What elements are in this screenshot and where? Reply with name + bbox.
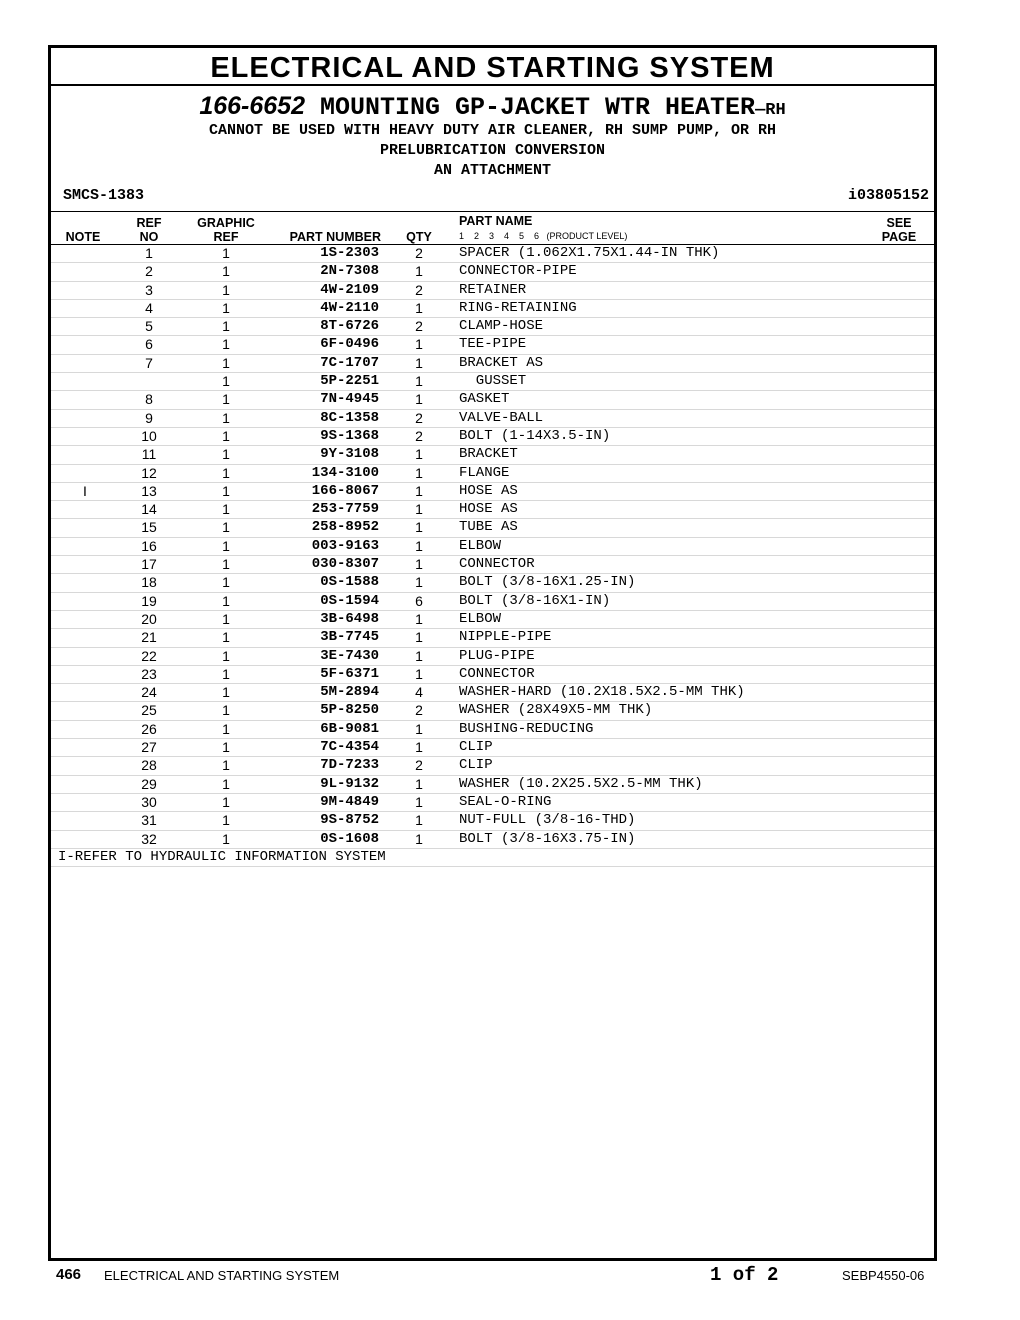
part-number-cell: 5P-2251 (320, 373, 379, 390)
ref-no-cell: 31 (141, 812, 157, 829)
part-name-cell: ELBOW (459, 537, 502, 554)
table-row (51, 702, 934, 720)
part-name-cell: CLIP (459, 739, 493, 756)
graphic-ref-cell: 1 (222, 592, 230, 609)
part-name-cell: TEE-PIPE (459, 336, 527, 353)
qty-cell: 1 (415, 610, 423, 627)
part-name-cell: CONNECTOR-PIPE (459, 263, 577, 280)
qty-cell: 1 (415, 373, 423, 390)
part-number-cell: 1S-2303 (320, 245, 379, 261)
qty-cell: 1 (415, 556, 423, 573)
table-row (51, 556, 934, 574)
col-ref-bottom: NO (139, 230, 159, 244)
table-row (51, 428, 934, 446)
ref-no-cell: 19 (141, 592, 157, 609)
table-row (51, 831, 934, 849)
part-number-cell: 5F-6371 (320, 665, 379, 682)
part-name-cell: PLUG-PIPE (459, 647, 535, 664)
part-number-cell: 258-8952 (311, 519, 379, 536)
ref-no-cell: 2 (145, 263, 153, 280)
graphic-ref-cell: 1 (222, 720, 230, 737)
graphic-ref-cell: 1 (222, 318, 230, 335)
graphic-ref-cell: 1 (222, 519, 230, 536)
part-number-cell: 3E-7430 (320, 647, 379, 664)
graphic-ref-cell: 1 (222, 537, 230, 554)
footer-section: ELECTRICAL AND STARTING SYSTEM (104, 1268, 340, 1283)
part-name-cell: BOLT (1-14X3.5-IN) (459, 427, 611, 444)
header-divider (51, 211, 934, 212)
part-number-cell: 3B-7745 (320, 629, 379, 646)
part-number-cell: 0S-1594 (320, 592, 379, 609)
part-number-cell: 8C-1358 (320, 409, 379, 426)
graphic-ref-cell: 1 (222, 391, 230, 408)
part-number-cell: 003-9163 (311, 537, 379, 554)
part-name-cell: BUSHING-REDUCING (459, 720, 594, 737)
qty-cell: 1 (415, 464, 423, 481)
part-name-cell: GUSSET (459, 373, 527, 390)
part-number-cell: 7C-4354 (320, 739, 379, 756)
table-row (51, 465, 934, 483)
part-name-cell: NUT-FULL (3/8-16-THD) (459, 812, 636, 829)
table-row (51, 373, 934, 391)
qty-cell: 1 (415, 336, 423, 353)
qty-cell: 1 (415, 629, 423, 646)
graphic-ref-cell: 1 (222, 464, 230, 481)
part-number-cell: 030-8307 (311, 556, 379, 573)
group-number: 166-6652 (199, 92, 305, 120)
ref-no-cell: 5 (145, 318, 153, 335)
col-part-name: PART NAME (459, 214, 533, 228)
footnote: I-REFER TO HYDRAULIC INFORMATION SYSTEM (51, 849, 934, 867)
ref-no-cell: 25 (141, 702, 157, 719)
part-number-cell: 7C-1707 (320, 354, 379, 371)
group-name: MOUNTING GP-JACKET WTR HEATER (304, 93, 756, 122)
title-divider (51, 84, 934, 86)
part-name-cell: CONNECTOR (459, 556, 535, 573)
part-name-cell: VALVE-BALL (459, 409, 544, 426)
graphic-ref-cell: 1 (222, 336, 230, 353)
col-part-number: PART NUMBER (289, 230, 381, 244)
ref-no-cell: 21 (141, 629, 157, 646)
table-row (51, 336, 934, 354)
illustration-id: i03805152 (847, 187, 929, 204)
usage-note-line-1: CANNOT BE USED WITH HEAVY DUTY AIR CLEANER, RH SUMP PUMP, OR RH (208, 122, 777, 139)
table-row (51, 391, 934, 409)
part-number-cell: 0S-1588 (320, 574, 379, 591)
part-number-cell: 9M-4849 (320, 793, 379, 810)
graphic-ref-cell: 1 (222, 354, 230, 371)
table-row (51, 812, 934, 830)
part-number-cell: 4W-2110 (320, 299, 379, 316)
part-number-cell: 6F-0496 (320, 336, 379, 353)
graphic-ref-cell: 1 (222, 373, 230, 390)
part-name-cell: HOSE AS (459, 501, 518, 518)
table-row (51, 318, 934, 336)
part-name-cell: WASHER-HARD (10.2X18.5X2.5-MM THK) (459, 684, 745, 701)
graphic-ref-cell: 1 (222, 830, 230, 847)
ref-no-cell: 1 (145, 245, 153, 261)
table-row (51, 519, 934, 537)
graphic-ref-cell: 1 (222, 665, 230, 682)
qty-cell: 2 (415, 318, 423, 335)
usage-note-line-2: PRELUBRICATION CONVERSION (379, 142, 606, 159)
part-name-cell: CONNECTOR (459, 665, 535, 682)
qty-cell: 4 (415, 684, 423, 701)
qty-cell: 2 (415, 757, 423, 774)
graphic-ref-cell: 1 (222, 446, 230, 463)
part-name-cell: GASKET (459, 391, 510, 408)
col-graphic-top: GRAPHIC (197, 216, 255, 230)
qty-cell: 1 (415, 793, 423, 810)
col-see-top: SEE (886, 216, 912, 230)
qty-cell: 1 (415, 812, 423, 829)
graphic-ref-cell: 1 (222, 775, 230, 792)
qty-cell: 1 (415, 720, 423, 737)
col-ref-top: REF (136, 216, 162, 230)
qty-cell: 1 (415, 775, 423, 792)
table-row (51, 483, 934, 501)
ref-no-cell: 15 (141, 519, 157, 536)
ref-no-cell: 29 (141, 775, 157, 792)
graphic-ref-cell: 1 (222, 556, 230, 573)
table-row (51, 282, 934, 300)
page-frame (48, 45, 937, 1261)
ref-no-cell: 30 (141, 793, 157, 810)
graphic-ref-cell: 1 (222, 610, 230, 627)
table-row (51, 794, 934, 812)
table-row (51, 245, 934, 263)
qty-cell: 1 (415, 665, 423, 682)
table-row (51, 300, 934, 318)
table-row (51, 648, 934, 666)
part-name-cell: RING-RETAINING (459, 299, 577, 316)
smcs-code: SMCS-1383 (63, 187, 145, 204)
ref-no-cell: 8 (145, 391, 153, 408)
graphic-ref-cell: 1 (222, 739, 230, 756)
part-name-cell: WASHER (28X49X5-MM THK) (459, 702, 653, 719)
ref-no-cell: 6 (145, 336, 153, 353)
ref-no-cell: 11 (141, 446, 157, 463)
part-number-cell: 253-7759 (311, 501, 379, 518)
part-number-cell: 166-8067 (311, 482, 379, 499)
ref-no-cell: 13 (141, 482, 157, 499)
qty-cell: 1 (415, 263, 423, 280)
table-row (51, 721, 934, 739)
part-number-cell: 134-3100 (311, 464, 379, 481)
table-row (51, 501, 934, 519)
ref-no-cell: 14 (141, 501, 157, 518)
table-row (51, 739, 934, 757)
table-row (51, 410, 934, 428)
col-graphic-bottom: REF (213, 230, 239, 244)
part-name-cell: CLAMP-HOSE (459, 318, 544, 335)
table-row (51, 611, 934, 629)
graphic-ref-cell: 1 (222, 427, 230, 444)
part-number-cell: 9S-8752 (320, 812, 379, 829)
qty-cell: 1 (415, 482, 423, 499)
usage-note-line-3: AN ATTACHMENT (433, 162, 552, 179)
graphic-ref-cell: 1 (222, 647, 230, 664)
table-row (51, 684, 934, 702)
graphic-ref-cell: 1 (222, 812, 230, 829)
section-title: ELECTRICAL AND STARTING SYSTEM (210, 52, 775, 84)
qty-cell: 1 (415, 519, 423, 536)
ref-no-cell: 16 (141, 537, 157, 554)
qty-cell: 6 (415, 592, 423, 609)
graphic-ref-cell: 1 (222, 684, 230, 701)
parts-table (51, 245, 934, 867)
part-number-cell: 5M-2894 (320, 684, 379, 701)
part-number-cell: 9L-9132 (320, 775, 379, 792)
footer-sheet: 1 of 2 (710, 1264, 779, 1286)
part-name-cell: ELBOW (459, 610, 502, 627)
graphic-ref-cell: 1 (222, 501, 230, 518)
ref-no-cell: 20 (141, 610, 157, 627)
ref-no-cell: 27 (141, 739, 157, 756)
qty-cell: 1 (415, 537, 423, 554)
note-cell: I (83, 482, 87, 499)
part-name-cell: TUBE AS (459, 519, 518, 536)
part-name-cell: RETAINER (459, 281, 527, 298)
qty-cell: 1 (415, 354, 423, 371)
qty-cell: 1 (415, 830, 423, 847)
part-name-cell: BOLT (3/8-16X3.75-IN) (459, 830, 636, 847)
part-number-cell: 9S-1368 (320, 427, 379, 444)
group-suffix: —RH (755, 101, 786, 120)
ref-no-cell: 10 (141, 427, 157, 444)
part-name-cell: SEAL-O-RING (459, 793, 552, 810)
part-number-cell: 6B-9081 (320, 720, 379, 737)
table-row (51, 574, 934, 592)
ref-no-cell: 4 (145, 299, 153, 316)
part-number-cell: 5P-8250 (320, 702, 379, 719)
part-number-cell: 4W-2109 (320, 281, 379, 298)
graphic-ref-cell: 1 (222, 281, 230, 298)
product-level-scale: 1 2 3 4 5 6 (PRODUCT LEVEL) (459, 231, 628, 241)
qty-cell: 2 (415, 281, 423, 298)
graphic-ref-cell: 1 (222, 263, 230, 280)
part-name-cell: BOLT (3/8-16X1.25-IN) (459, 574, 636, 591)
ref-no-cell: 18 (141, 574, 157, 591)
footer-page-number: 466 (56, 1266, 82, 1283)
part-name-cell: BOLT (3/8-16X1-IN) (459, 592, 611, 609)
table-row (51, 666, 934, 684)
qty-cell: 2 (415, 427, 423, 444)
col-qty: QTY (406, 230, 432, 244)
part-name-cell: BRACKET AS (459, 354, 544, 371)
col-see-bottom: PAGE (881, 230, 917, 244)
ref-no-cell: 7 (145, 354, 153, 371)
table-row (51, 593, 934, 611)
col-note: NOTE (65, 230, 101, 244)
table-row (51, 629, 934, 647)
qty-cell: 1 (415, 446, 423, 463)
table-row (51, 263, 934, 281)
ref-no-cell: 23 (141, 665, 157, 682)
ref-no-cell: 22 (141, 647, 157, 664)
part-name-cell: BRACKET (459, 446, 518, 463)
table-row (51, 538, 934, 556)
part-number-cell: 8T-6726 (320, 318, 379, 335)
ref-no-cell: 3 (145, 281, 153, 298)
qty-cell: 1 (415, 739, 423, 756)
ref-no-cell: 24 (141, 684, 157, 701)
part-name-cell: NIPPLE-PIPE (459, 629, 552, 646)
ref-no-cell: 9 (145, 409, 153, 426)
part-name-cell: CLIP (459, 757, 493, 774)
graphic-ref-cell: 1 (222, 299, 230, 316)
qty-cell: 2 (415, 245, 423, 261)
part-number-cell: 9Y-3108 (320, 446, 379, 463)
graphic-ref-cell: 1 (222, 793, 230, 810)
graphic-ref-cell: 1 (222, 757, 230, 774)
part-number-cell: 7D-7233 (320, 757, 379, 774)
ref-no-cell: 17 (141, 556, 157, 573)
graphic-ref-cell: 1 (222, 245, 230, 261)
part-number-cell: 7N-4945 (320, 391, 379, 408)
ref-no-cell: 28 (141, 757, 157, 774)
part-name-cell: WASHER (10.2X25.5X2.5-MM THK) (459, 775, 703, 792)
qty-cell: 2 (415, 409, 423, 426)
ref-no-cell: 26 (141, 720, 157, 737)
qty-cell: 1 (415, 299, 423, 316)
part-number-cell: 2N-7308 (320, 263, 379, 280)
graphic-ref-cell: 1 (222, 702, 230, 719)
footer-doc-id: SEBP4550-06 (842, 1268, 925, 1283)
graphic-ref-cell: 1 (222, 629, 230, 646)
graphic-ref-cell: 1 (222, 574, 230, 591)
ref-no-cell: 32 (141, 830, 157, 847)
graphic-ref-cell: 1 (222, 409, 230, 426)
qty-cell: 1 (415, 391, 423, 408)
table-row (51, 776, 934, 794)
table-row (51, 757, 934, 775)
table-row (51, 355, 934, 373)
part-number-cell: 3B-6498 (320, 610, 379, 627)
part-number-cell: 0S-1608 (320, 830, 379, 847)
part-name-cell: SPACER (1.062X1.75X1.44-IN THK) (459, 245, 720, 261)
qty-cell: 1 (415, 501, 423, 518)
ref-no-cell: 12 (141, 464, 157, 481)
qty-cell: 2 (415, 702, 423, 719)
graphic-ref-cell: 1 (222, 482, 230, 499)
part-name-cell: FLANGE (459, 464, 510, 481)
table-row (51, 446, 934, 464)
qty-cell: 1 (415, 574, 423, 591)
qty-cell: 1 (415, 647, 423, 664)
part-name-cell: HOSE AS (459, 482, 518, 499)
